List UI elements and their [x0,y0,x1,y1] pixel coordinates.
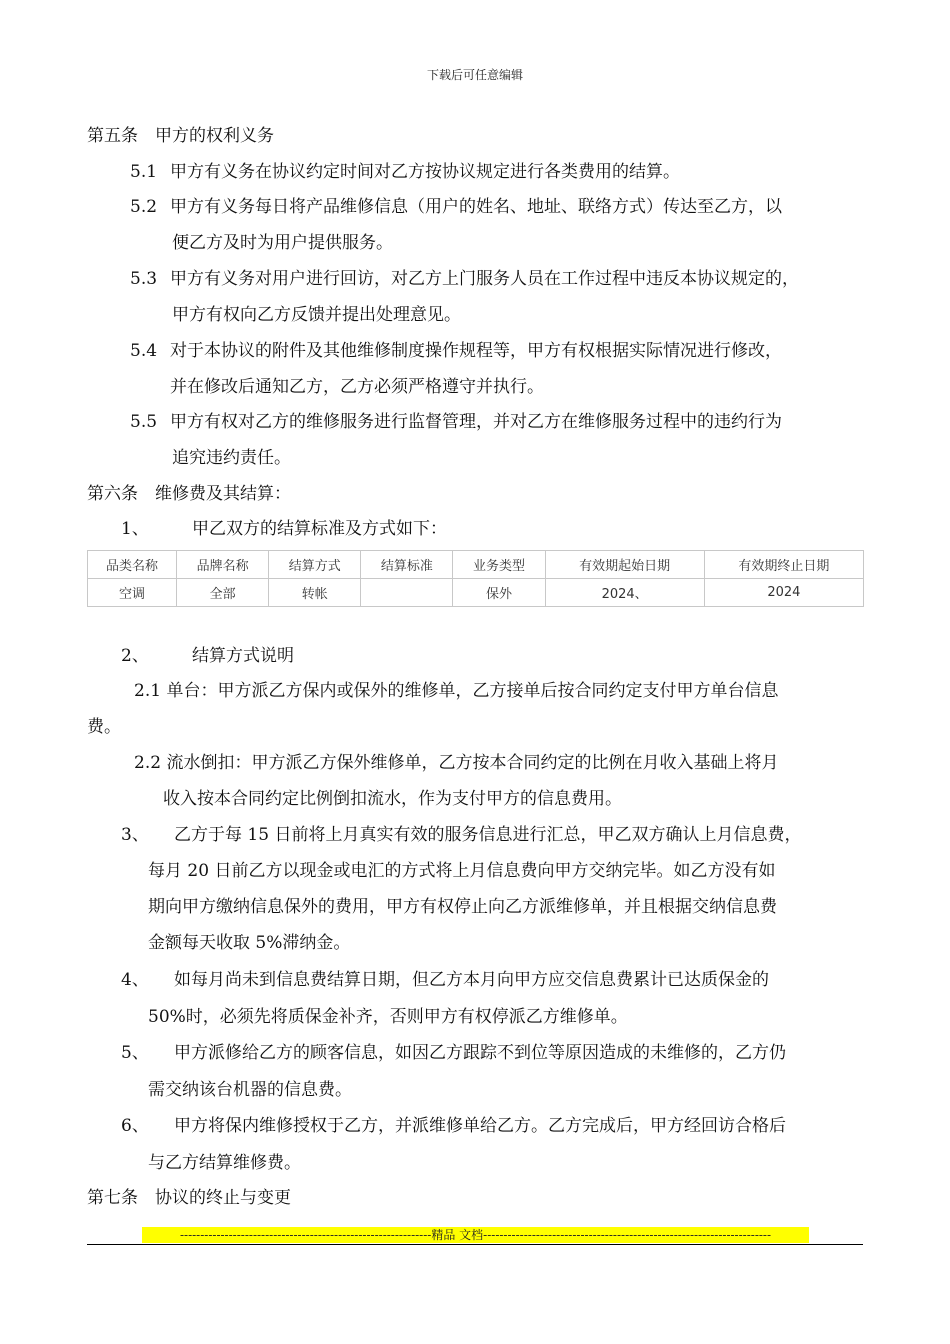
item-5-4-num: 5.4 [130,341,158,361]
article-5-title: 第五条 甲方的权利义务 [87,126,274,146]
para-3-line: 每月 20 日前乙方以现金或电汇的方式将上月信息费向甲方交纳完毕。如乙方没有如 [148,861,776,881]
para-4-line: 如每月尚未到信息费结算日期，但乙方本月向甲方应交信息费累计已达质保金的 [174,970,769,990]
item-5-5-text: 甲方有权对乙方的维修服务进行监督管理，并对乙方在维修服务过程中的违约行为 [170,412,782,432]
para-3-line: 金额每天收取 5%滞纳金。 [148,933,351,953]
para-6-num: 6、 [121,1116,149,1136]
item-5-2-text: 甲方有义务每日将产品维修信息（用户的姓名、地址、联络方式）传达至乙方，以 [170,197,782,217]
para-2-1-line1: 2.1 单台：甲方派乙方保内或保外的维修单，乙方接单后按合同约定支付甲方单台信息 [134,681,779,701]
para-3-line: 乙方于每 15 日前将上月真实有效的服务信息进行汇总，甲乙双方确认上月信息费， [174,825,802,845]
table-header-row [88,551,864,579]
para-2-text: 结算方式说明 [192,646,294,666]
article-6-title: 第六条 维修费及其结算： [87,484,291,504]
para-2-num: 2、 [121,646,149,666]
settlement-table [87,550,864,607]
page-header: 下载后可任意编辑 [426,68,523,82]
table-row [88,579,864,607]
item-5-3-cont: 甲方有权向乙方反馈并提出处理意见。 [172,305,461,325]
para-2-2-line2: 收入按本合同约定比例倒扣流水，作为支付甲方的信息费用。 [163,789,622,809]
footer-watermark: --------------------------------------------------------------精品 文档----------------------------------------------------------------------- [142,1227,809,1243]
item-5-4-cont: 并在修改后通知乙方，乙方必须严格遵守并执行。 [170,377,544,397]
para-1-text: 甲乙双方的结算标准及方式如下： [192,519,447,539]
table-header-cell: 有效期起始日期 [545,551,704,579]
para-2-1-line2: 费。 [87,717,121,737]
table-cell: 2024、 [545,579,704,607]
para-3-line: 期向甲方缴纳信息保外的费用，甲方有权停止向乙方派维修单，并且根据交纳信息费 [148,897,777,917]
para-5-num: 5、 [121,1043,149,1063]
para-1-num: 1、 [121,519,149,539]
item-5-2-cont: 便乙方及时为用户提供服务。 [172,233,393,253]
item-5-1-num: 5.1 [130,162,158,182]
table-cell: 2024 [704,579,863,607]
table-header-cell: 品牌名称 [177,551,269,579]
table-cell: 空调 [88,579,177,607]
item-5-5-num: 5.5 [130,412,158,432]
para-4-num: 4、 [121,970,149,990]
item-5-1-text: 甲方有义务在协议约定时间对乙方按协议规定进行各类费用的结算。 [170,162,680,182]
para-5-line: 需交纳该台机器的信息费。 [148,1080,352,1100]
table-header-cell: 结算方式 [269,551,361,579]
item-5-3-num: 5.3 [130,269,158,289]
para-4-line: 50%时，必须先将质保金补齐，否则甲方有权停派乙方维修单。 [148,1007,628,1027]
para-5-line: 甲方派修给乙方的顾客信息，如因乙方跟踪不到位等原因造成的未维修的，乙方仍 [174,1043,786,1063]
para-2-2-line1: 2.2 流水倒扣：甲方派乙方保外维修单，乙方按本合同约定的比例在月收入基础上将月 [134,753,779,773]
footer-divider [87,1244,863,1245]
item-5-5-cont: 追究违约责任。 [172,448,291,468]
item-5-3-text: 甲方有义务对用户进行回访，对乙方上门服务人员在工作过程中违反本协议规定的， [170,269,799,289]
table-header-cell: 结算标准 [361,551,453,579]
table-cell: 转帐 [269,579,361,607]
para-6-line: 与乙方结算维修费。 [148,1153,301,1173]
item-5-2-num: 5.2 [130,197,158,217]
article-7-title: 第七条 协议的终止与变更 [87,1188,291,1208]
para-3-num: 3、 [121,825,149,845]
table-cell: 保外 [453,579,545,607]
item-5-4-text: 对于本协议的附件及其他维修制度操作规程等，甲方有权根据实际情况进行修改， [170,341,782,361]
table-cell [361,579,453,607]
para-6-line: 甲方将保内维修授权于乙方，并派维修单给乙方。乙方完成后，甲方经回访合格后 [174,1116,786,1136]
table-header-cell: 业务类型 [453,551,545,579]
table-cell: 全部 [177,579,269,607]
table-header-cell: 有效期终止日期 [704,551,863,579]
table-header-cell: 品类名称 [88,551,177,579]
